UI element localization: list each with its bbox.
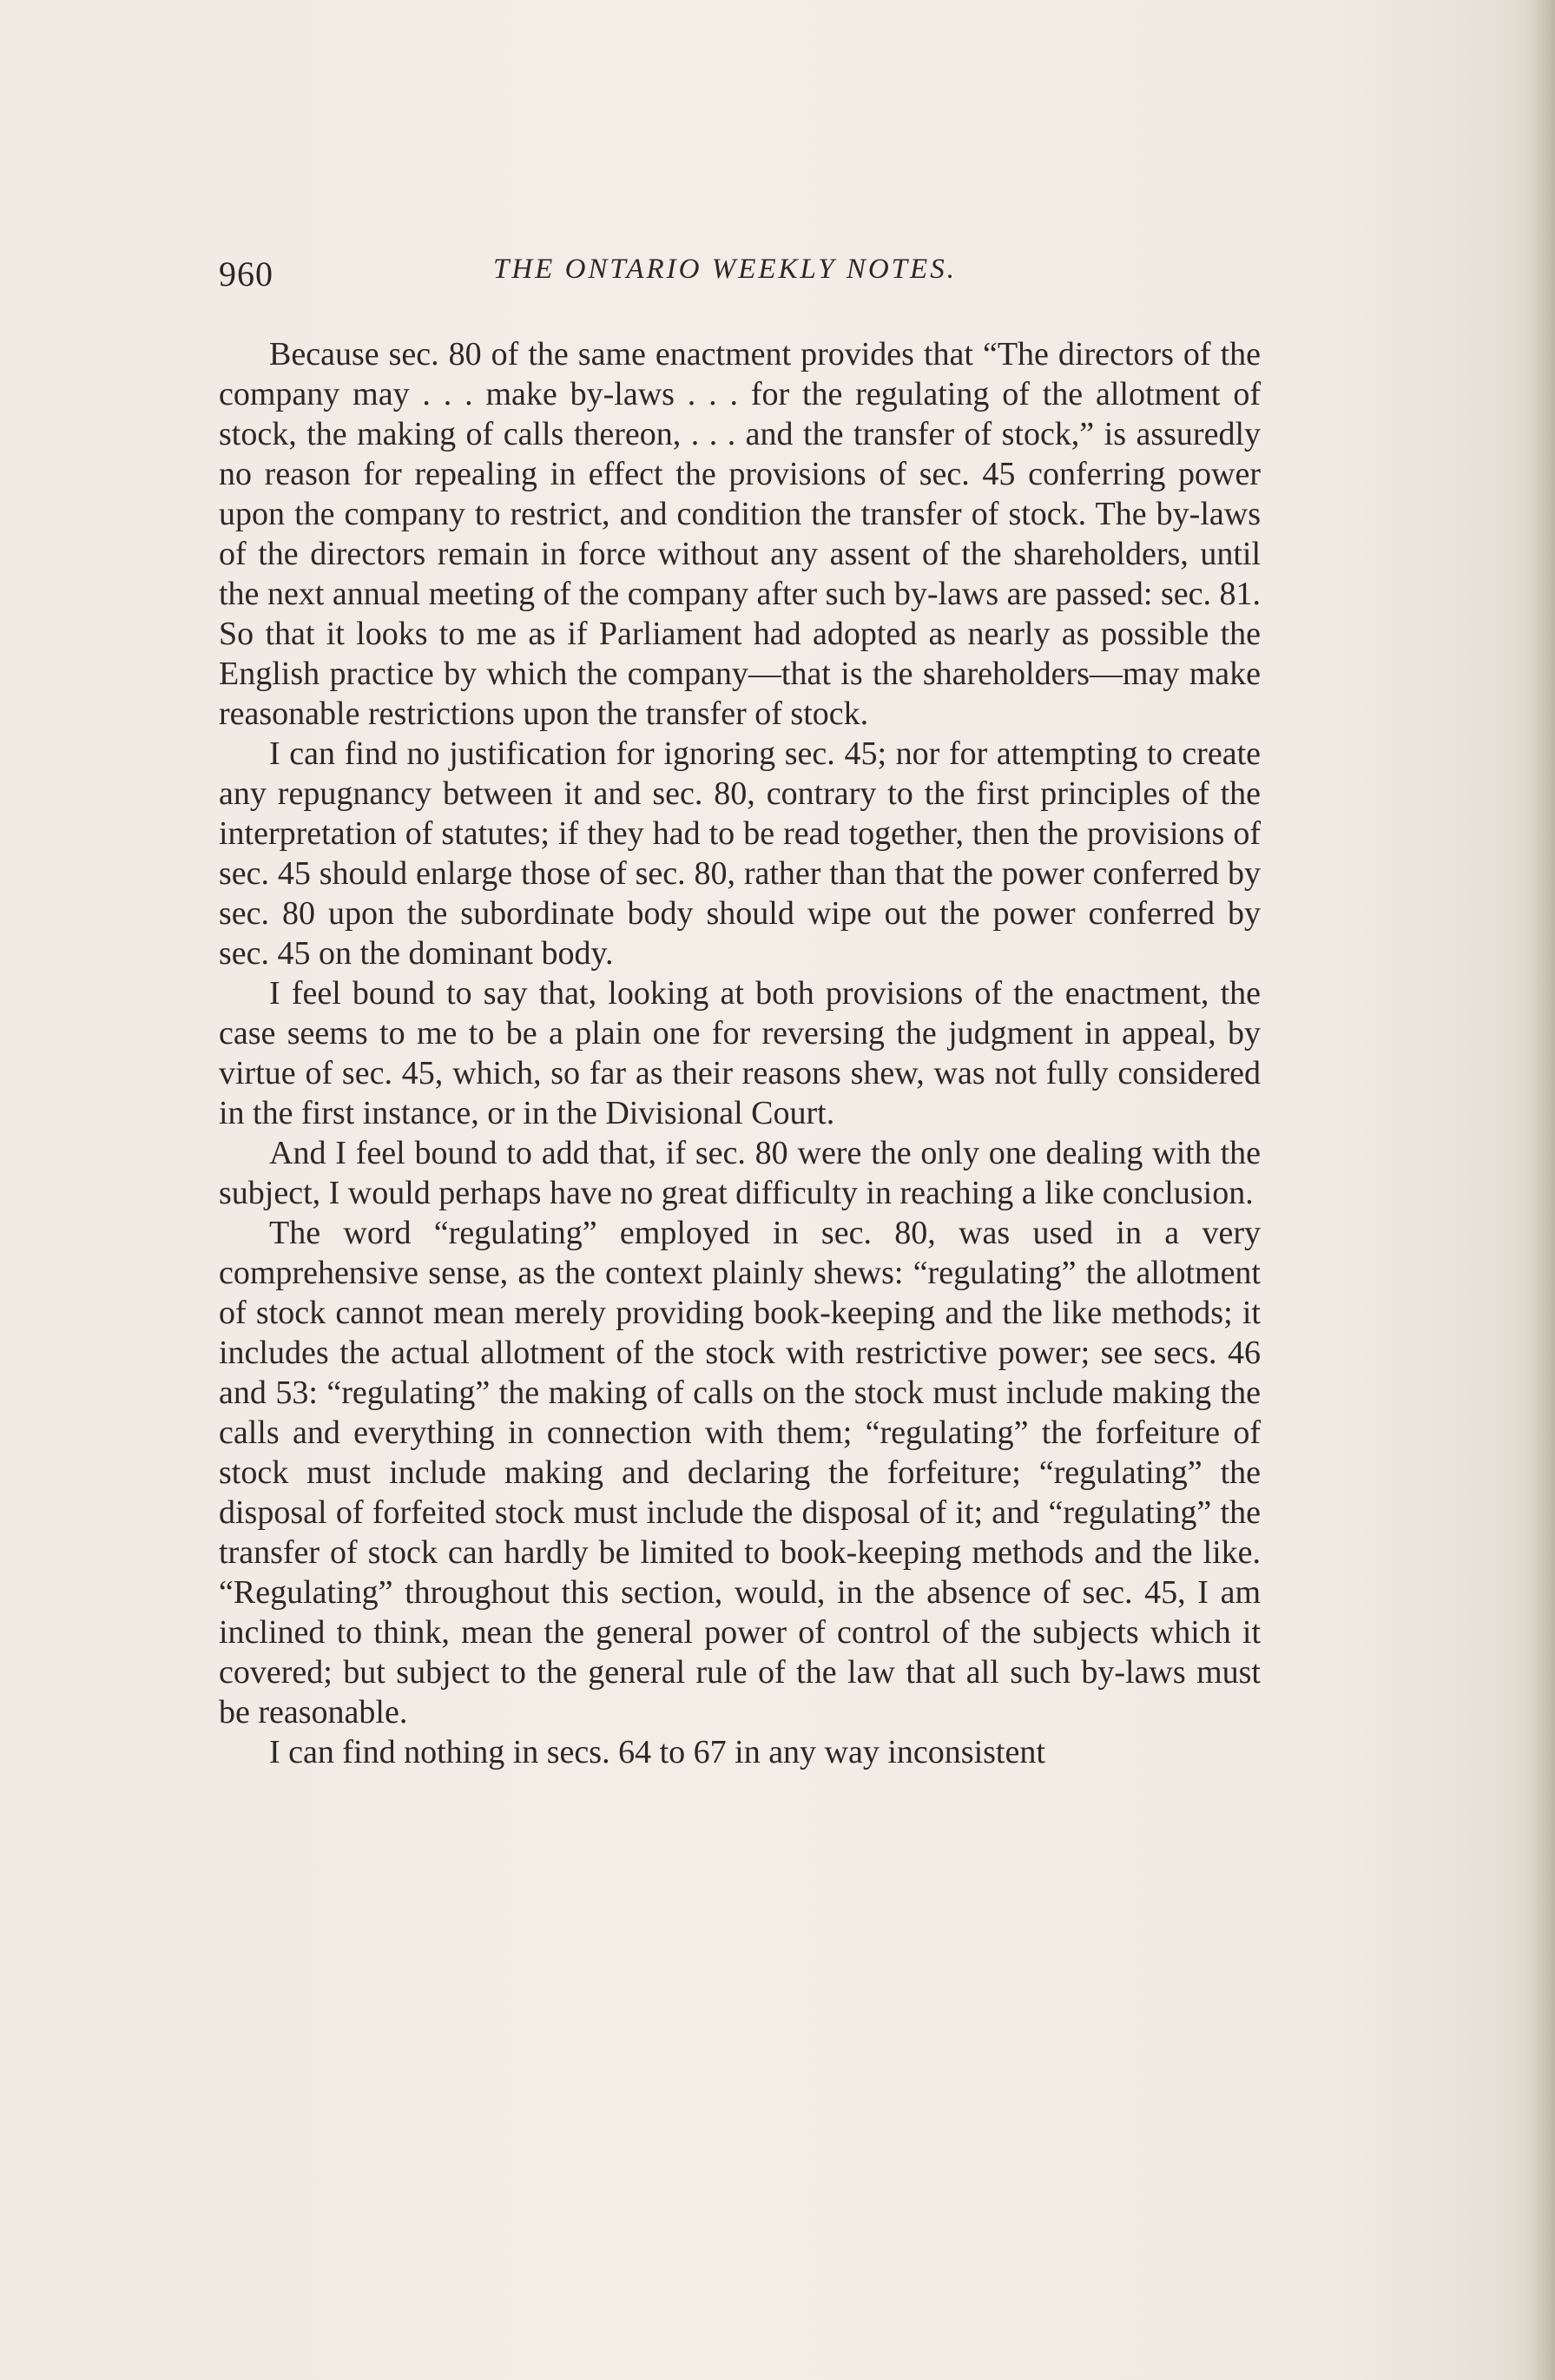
paragraph-2: I can find no justification for ignoring sec. 45; nor for attempting to create any repugnancy between it and sec. 80, contrary to the first principles of the interpretation of statutes; if they had to be read together, then the provisions of sec. 45 should enlarge those of sec. 80, rather than that the power conferred by sec. 80 upon the subordinate body should wipe out the power conferred by sec. 45 on the dominant body. [219,735,1261,972]
paragraph-1: Because sec. 80 of the same enactment provides that “The directors of the company may . . . make by-laws . . . for the regulating of the allotment of stock, the making of calls thereon, . . . and the transfer of stock,” is assuredly no reason for repealing in effect the provisions of sec. 45 conferring power upon the company to restrict, and condition the transfer of stock. The by-laws of the directors remain in force without any assent of the shareholders, until the next annual meeting of the company after such by-laws are passed: sec. 81. So that it looks to me as if Parliament had adopted as nearly as possible the English practice by which the company—that is the shareholders—may make reasonable restrictions upon the transfer of stock. [219,336,1261,732]
paragraph-5: The word “regulating” employed in sec. 80, was used in a very comprehensive sense, as the context plainly shews: “regulating” the allotment of stock cannot mean merely providing book-keeping and the like methods; it includes the actual allotment of the stock with restrictive power; see secs. 46 and 53: “regulating” the making of calls on the stock must include making the calls and everything in connection with them; “regulating” the forfeiture of stock must include making and declaring the forfeiture; “regulating” the disposal of forfeited stock must include the disposal of it; and “regulating” the transfer of stock can hardly be limited to book-keeping methods and the like. “Regulating” throughout this section, would, in the absence of sec. 45, I am inclined to think, mean the general power of control of the subjects which it covered; but subject to the general rule of the law that all such by-laws must be reasonable. [219,1215,1261,1731]
page-edge-shadow [1531,0,1555,2380]
page-number: 960 [219,254,273,293]
body-text [219,334,1261,1772]
running-title: THE ONTARIO WEEKLY NOTES. [493,254,957,285]
page-header [219,254,1261,306]
paragraph-3: I feel bound to say that, looking at both provisions of the enactment, the case seems to me to be a plain one for reversing the judgment in appeal, by virtue of sec. 45, which, so far as their reasons shew, was not fully considered in the first instance, or in the Divisional Court. [219,975,1261,1131]
paragraph-6: I can find nothing in secs. 64 to 67 in any way inconsistent [269,1734,1045,1770]
paragraph-4: And I feel bound to add that, if sec. 80 were the only one dealing with the subject, I would perhaps have no great difficulty in reaching a like conclusion. [219,1135,1261,1211]
